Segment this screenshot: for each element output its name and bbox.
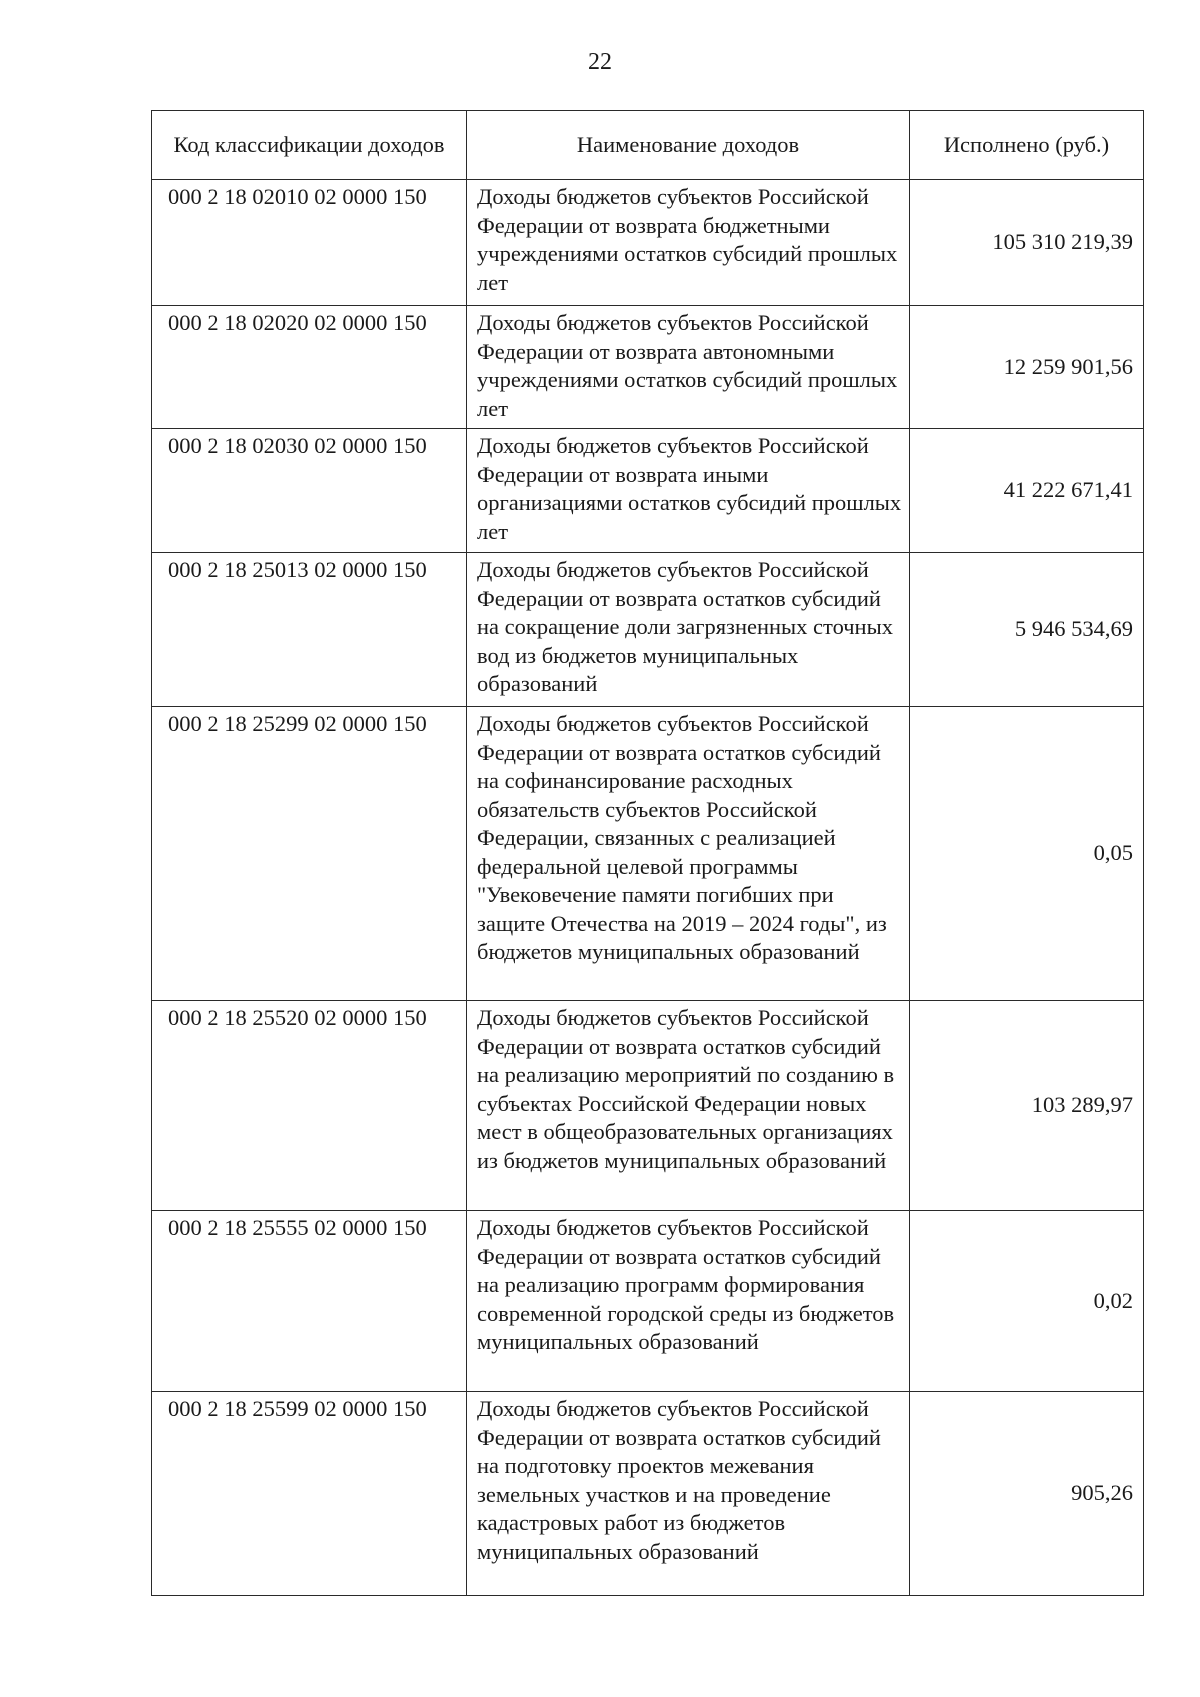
header-amount: Исполнено (руб.) [910, 111, 1144, 180]
income-table [151, 110, 1144, 1596]
row-code: 000 2 18 25599 02 0000 150 [152, 1392, 467, 1596]
table-row [152, 1211, 1144, 1392]
row-code: 000 2 18 02030 02 0000 150 [152, 429, 467, 553]
table-row [152, 553, 1144, 707]
row-name: Доходы бюджетов субъектов Российской Федерации от возврата остатков субсидий на софинансирование расходных обязательств субъектов Российской Федерации, связанных с реализацией федеральной целевой программы "Увековечение памяти погибших при защите Отечества на 2019 – 2024 годы", из бюджетов муниципальных образований [467, 707, 910, 1001]
row-amount: 41 222 671,41 [910, 429, 1144, 553]
row-code: 000 2 18 25520 02 0000 150 [152, 1001, 467, 1211]
row-amount: 12 259 901,56 [910, 306, 1144, 429]
table-row [152, 1392, 1144, 1596]
row-name: Доходы бюджетов субъектов Российской Федерации от возврата бюджетными учреждениями остатков субсидий прошлых лет [467, 180, 910, 306]
row-code: 000 2 18 02020 02 0000 150 [152, 306, 467, 429]
table-header-row [152, 111, 1144, 180]
row-amount: 0,05 [910, 707, 1144, 1001]
row-name: Доходы бюджетов субъектов Российской Федерации от возврата остатков субсидий на подготовку проектов межевания земельных участков и на проведение кадастровых работ из бюджетов муниципальных образований [467, 1392, 910, 1596]
row-name: Доходы бюджетов субъектов Российской Федерации от возврата остатков субсидий на реализацию мероприятий по созданию в субъектах Российской Федерации новых мест в общеобразовательных организациях из бюджетов муниципальных образований [467, 1001, 910, 1211]
row-name: Доходы бюджетов субъектов Российской Федерации от возврата автономными учреждениями остатков субсидий прошлых лет [467, 306, 910, 429]
table-row [152, 707, 1144, 1001]
page-number: 22 [588, 49, 612, 75]
row-name: Доходы бюджетов субъектов Российской Федерации от возврата остатков субсидий на сокращение доли загрязненных сточных вод из бюджетов муниципальных образований [467, 553, 910, 707]
row-code: 000 2 18 25299 02 0000 150 [152, 707, 467, 1001]
row-code: 000 2 18 25013 02 0000 150 [152, 553, 467, 707]
row-amount: 905,26 [910, 1392, 1144, 1596]
row-name: Доходы бюджетов субъектов Российской Федерации от возврата иными организациями остатков субсидий прошлых лет [467, 429, 910, 553]
row-amount: 5 946 534,69 [910, 553, 1144, 707]
table-row [152, 180, 1144, 306]
header-code: Код классификации доходов [152, 111, 467, 180]
row-code: 000 2 18 02010 02 0000 150 [152, 180, 467, 306]
header-name: Наименование доходов [467, 111, 910, 180]
table-row [152, 306, 1144, 429]
row-amount: 0,02 [910, 1211, 1144, 1392]
table-row [152, 429, 1144, 553]
row-name: Доходы бюджетов субъектов Российской Федерации от возврата остатков субсидий на реализацию программ формирования современной городской среды из бюджетов муниципальных образований [467, 1211, 910, 1392]
row-code: 000 2 18 25555 02 0000 150 [152, 1211, 467, 1392]
row-amount: 103 289,97 [910, 1001, 1144, 1211]
table-row [152, 1001, 1144, 1211]
row-amount: 105 310 219,39 [910, 180, 1144, 306]
